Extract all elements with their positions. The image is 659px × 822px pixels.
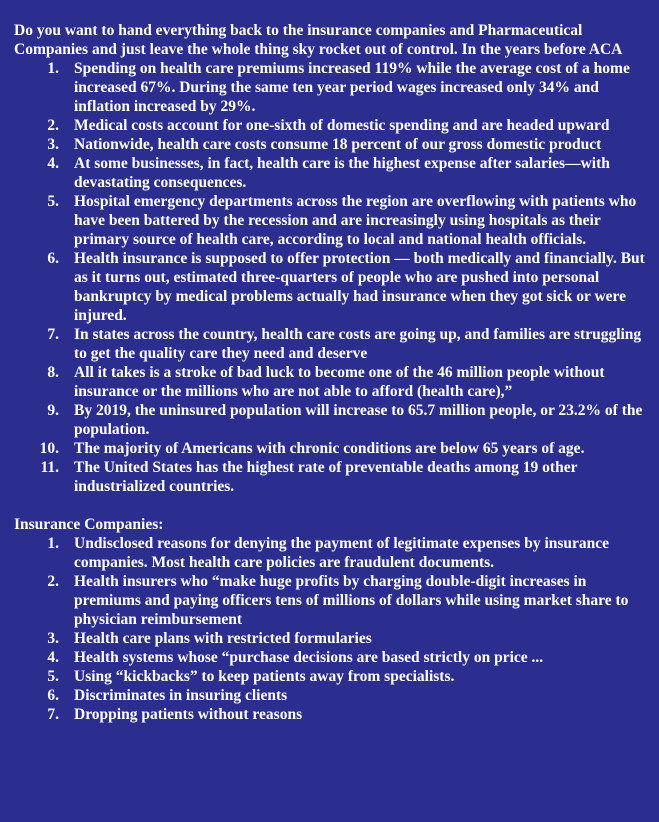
list-text: Discriminates in insuring clients (74, 687, 288, 704)
list-number: 3. (47, 136, 59, 153)
list-number: 6. (47, 687, 59, 704)
list-text: Spending on health care premiums increased 119% while the average cost of a home increased 67%. During the same ten year period wages increased only 34% and inflation increased by 29%. (74, 60, 630, 115)
list-number: 10. (39, 440, 59, 457)
list-item (14, 154, 653, 192)
list-item (14, 249, 653, 325)
list-number: 2. (47, 117, 59, 134)
list-item (14, 325, 653, 363)
list-item (14, 686, 653, 705)
list-text: All it takes is a stroke of bad luck to become one of the 46 million people without insurance or the millions who are not able to afford (health care),” (74, 364, 605, 400)
list-item (14, 59, 653, 116)
list-number: 4. (47, 155, 59, 172)
list-number: 1. (47, 535, 59, 552)
list-text: Health systems whose “purchase decisions are based strictly on price ... (74, 649, 544, 666)
list-item (14, 401, 653, 439)
list-number: 1. (47, 60, 59, 77)
list-text: At some businesses, in fact, health care is the highest expense after salaries—with devastating consequences. (74, 155, 610, 191)
section-spacer (14, 496, 653, 515)
list-text: Using “kickbacks” to keep patients away from specialists. (74, 668, 455, 685)
insurance-companies-list (14, 534, 653, 724)
list-number: 9. (47, 402, 59, 419)
list-text: Undisclosed reasons for denying the payment of legitimate expenses by insurance companies. Most health care policies are fraudulent documents. (74, 535, 610, 571)
list-text: Health insurance is supposed to offer protection — both medically and financially. But as it turns out, estimated three-quarters of people who are pushed into personal bankruptcy by medical problems actually had insurance when they got sick or were injured. (74, 250, 645, 324)
list-item (14, 458, 653, 496)
list-number: 7. (47, 326, 59, 343)
pre-aca-list (14, 59, 653, 496)
list-text: Health insurers who “make huge profits by charging double-digit increases in premiums and paying officers tens of millions of dollars while using market share to physician reimbursement (74, 573, 629, 628)
list-item (14, 648, 653, 667)
list-item (14, 116, 653, 135)
list-text: Nationwide, health care costs consume 18 percent of our gross domestic product (74, 136, 602, 153)
list-text: The majority of Americans with chronic conditions are below 65 years of age. (74, 440, 585, 457)
list-text: Medical costs account for one-sixth of domestic spending and are headed upward (74, 117, 610, 134)
list-number: 3. (47, 630, 59, 647)
list-number: 4. (47, 649, 59, 666)
list-text: Dropping patients without reasons (74, 706, 303, 723)
list-item (14, 667, 653, 686)
list-number: 6. (47, 250, 59, 267)
list-item (14, 534, 653, 572)
section-heading: Insurance Companies: (14, 516, 164, 533)
list-number: 2. (47, 573, 59, 590)
list-number: 11. (40, 459, 59, 476)
list-item (14, 192, 653, 249)
list-item (14, 363, 653, 401)
list-text: Hospital emergency departments across the region are overflowing with patients who have been battered by the recession and are increasingly using hospitals as their primary source of health care, according to local and national health officials. (74, 193, 637, 248)
list-item (14, 705, 653, 724)
list-item (14, 135, 653, 154)
list-text: Health care plans with restricted formularies (74, 630, 372, 647)
list-item (14, 572, 653, 629)
list-text: The United States has the highest rate of preventable deaths among 19 other industrialized countries. (74, 459, 578, 495)
list-number: 7. (47, 706, 59, 723)
intro-paragraph: Do you want to hand everything back to the insurance companies and Pharmaceutical Companies and just leave the whole thing sky rocket out of control. In the years before ACA (14, 22, 623, 58)
list-number: 5. (47, 668, 59, 685)
list-number: 5. (47, 193, 59, 210)
list-item (14, 439, 653, 458)
list-text: In states across the country, health care costs are going up, and families are struggling to get the quality care they need and deserve (74, 326, 642, 362)
list-item (14, 629, 653, 648)
list-number: 8. (47, 364, 59, 381)
list-text: By 2019, the uninsured population will increase to 65.7 million people, or 23.2% of the population. (74, 402, 643, 438)
